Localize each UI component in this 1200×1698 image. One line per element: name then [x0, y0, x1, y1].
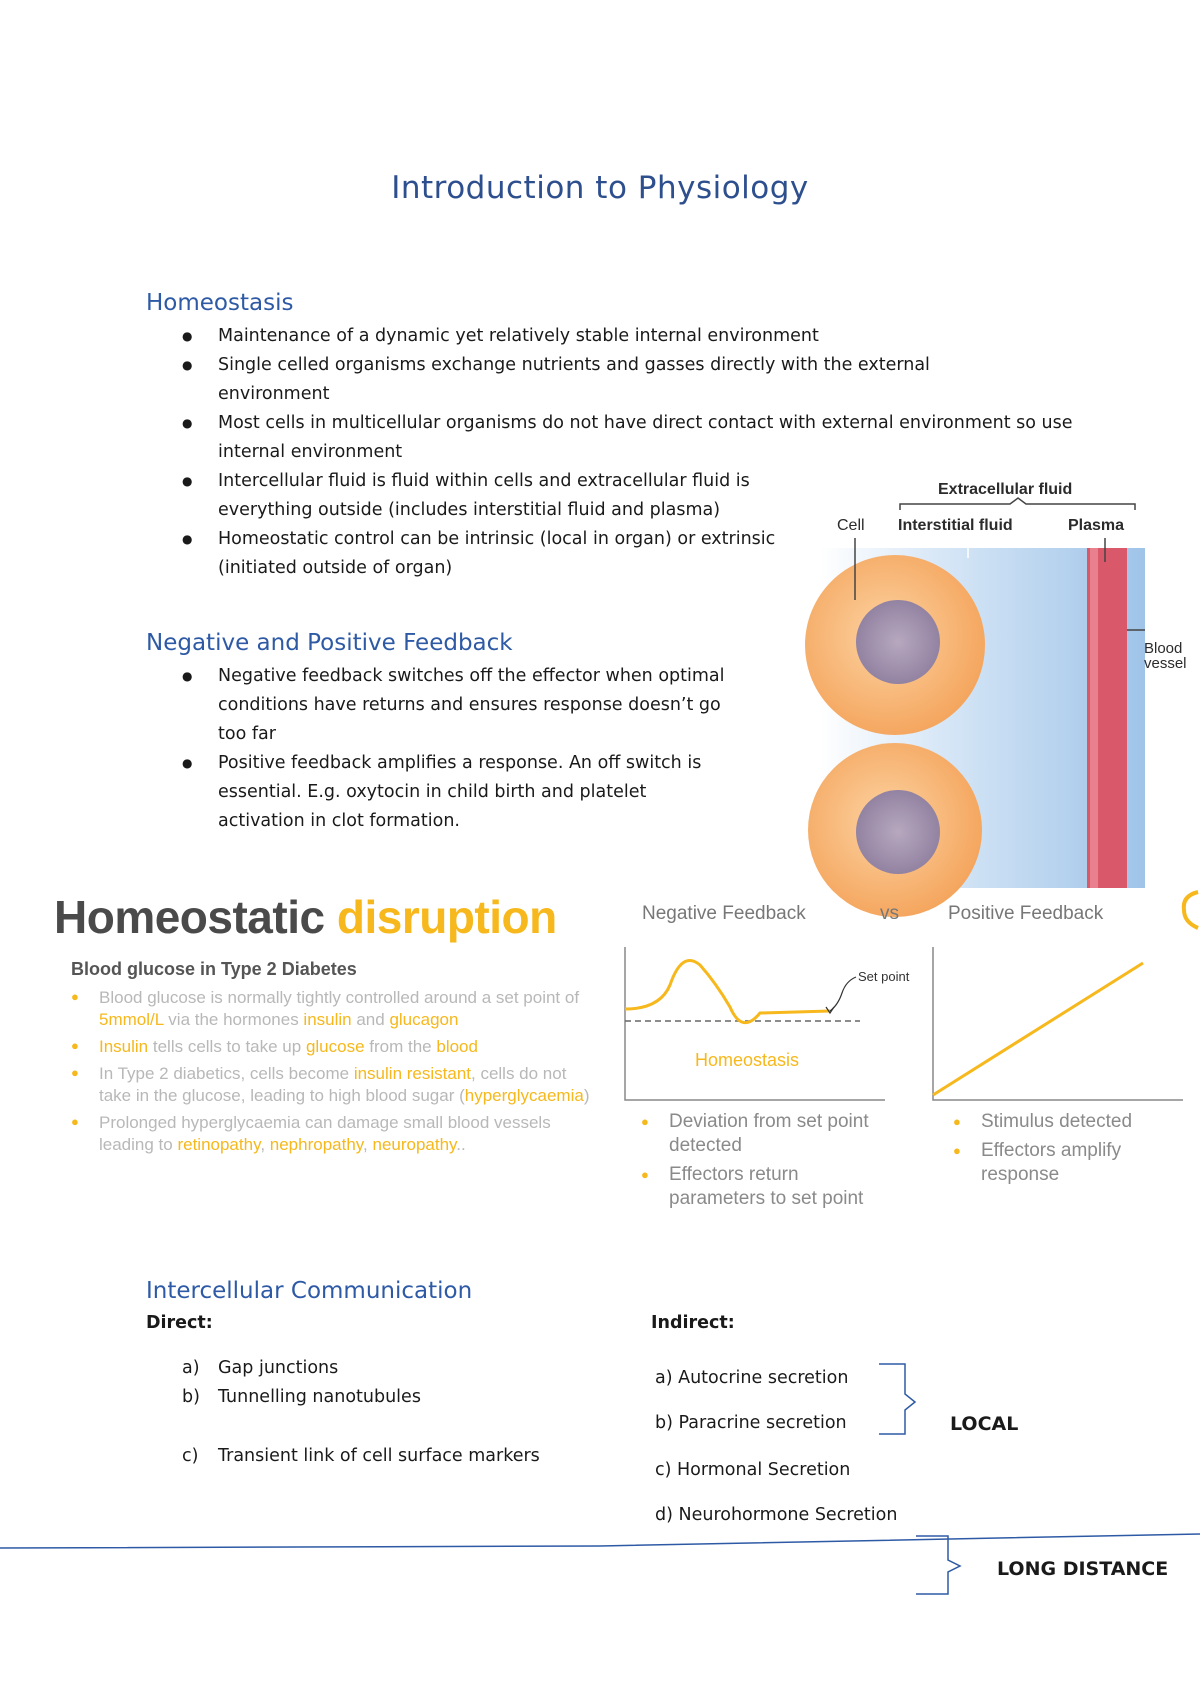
list-item: ● Homeostatic control can be intrinsic (local in organ) or extrinsic (initiated outside of organ): [146, 525, 778, 583]
list-item: ● Negative feedback switches off the effector when optimal conditions have returns and ensures response doesn’t go too far: [146, 662, 726, 749]
pos-axes: [933, 947, 1183, 1100]
vessel-label: vessel: [1144, 655, 1187, 672]
long-distance-brace: [912, 1532, 972, 1598]
negative-feedback-curve: [625, 961, 830, 1023]
list-item: ● Stimulus detected: [953, 1110, 1188, 1134]
indirect-item-c: c) Hormonal Secretion: [655, 1460, 851, 1480]
feedback-list: [146, 662, 726, 836]
blood-label: Blood: [1144, 640, 1183, 657]
indirect-item-b: b) Paracrine secretion: [655, 1413, 847, 1433]
extracellular-label: Extracellular fluid: [938, 481, 1073, 498]
list-item: ● Effectors return parameters to set point: [641, 1163, 881, 1211]
disruption-subtitle: Blood glucose in Type 2 Diabetes: [71, 959, 357, 979]
positive-feedback-points: [953, 1110, 1188, 1192]
disruption-title: Homeostatic disruption: [54, 891, 557, 943]
indirect-item-a: a) Autocrine secretion: [655, 1368, 849, 1388]
long-distance-label: LONG DISTANCE: [997, 1558, 1169, 1580]
vs-label: vs: [880, 903, 899, 924]
direct-item-c: Transient link of cell surface markers: [218, 1446, 540, 1466]
interstitial-label: Interstitial fluid: [898, 517, 1013, 534]
indirect-label: Indirect:: [651, 1313, 735, 1333]
nucleus-lower: [856, 790, 940, 874]
communication-heading: Intercellular Communication: [146, 1278, 473, 1304]
extracellular-brace: [900, 498, 1135, 510]
list-item: ● Insulin tells cells to take up glucose from the blood: [71, 1036, 591, 1058]
list-item: ● Blood glucose is normally tightly controlled around a set point of 5mmol/L via the hormones insulin and glucagon: [71, 987, 591, 1031]
list-item: ● Effectors amplify response: [953, 1139, 1188, 1187]
homeostasis-label: Homeostasis: [695, 1050, 800, 1070]
list-item: ● Intercellular fluid is fluid within cells and extracellular fluid is everything outside (includes interstitial fluid and plasma): [146, 467, 778, 525]
set-point-label: Set point: [858, 969, 910, 984]
page-title: Introduction to Physiology: [391, 170, 809, 206]
neg-axes: [625, 947, 885, 1100]
negative-feedback-graph: [620, 945, 910, 1100]
local-label: LOCAL: [950, 1413, 1019, 1435]
negative-feedback-title: Negative Feedback: [642, 903, 806, 924]
direct-marker-c: c): [182, 1446, 199, 1466]
list-item: ● Single celled organisms exchange nutrients and gasses directly with the external environment: [146, 351, 978, 409]
list-item: ● Prolonged hyperglycaemia can damage small blood vessels leading to retinopathy, nephropathy, neuropathy..: [71, 1112, 591, 1156]
positive-feedback-graph: [928, 945, 1183, 1100]
positive-feedback-line: [933, 963, 1143, 1095]
divider-line: [0, 1530, 1200, 1550]
nucleus-upper: [856, 600, 940, 684]
plasma-label: Plasma: [1068, 517, 1125, 534]
positive-feedback-title: Positive Feedback: [948, 903, 1104, 924]
indirect-item-d: d) Neurohormone Secretion: [655, 1505, 898, 1525]
local-brace: [875, 1360, 935, 1438]
direct-marker-b: b): [182, 1387, 200, 1407]
list-item: ● Positive feedback amplifies a response. An off switch is essential. E.g. oxytocin in child birth and platelet activation in clot formation.: [146, 749, 726, 836]
list-item: ● Deviation from set point detected: [641, 1110, 881, 1158]
feedback-heading: Negative and Positive Feedback: [146, 630, 513, 656]
direct-label: Direct:: [146, 1313, 213, 1333]
bracket-icon: [1178, 888, 1200, 934]
list-item: ● Most cells in multicellular organisms do not have direct contact with external environment so use internal environment: [146, 409, 1108, 467]
negative-feedback-points: [641, 1110, 881, 1216]
homeostasis-heading: Homeostasis: [146, 290, 294, 316]
cell-label: Cell: [837, 517, 865, 534]
direct-item-b: Tunnelling nanotubules: [218, 1387, 421, 1407]
list-item: ● Maintenance of a dynamic yet relatively stable internal environment: [146, 322, 1046, 351]
list-item: ● In Type 2 diabetics, cells become insulin resistant, cells do not take in the glucose, leading to high blood sugar (hyperglycaemia): [71, 1063, 591, 1107]
direct-item-a: Gap junctions: [218, 1358, 339, 1378]
fluid-compartment-diagram: [800, 470, 1200, 890]
direct-marker-a: a): [182, 1358, 200, 1378]
disruption-list: [71, 987, 591, 1161]
